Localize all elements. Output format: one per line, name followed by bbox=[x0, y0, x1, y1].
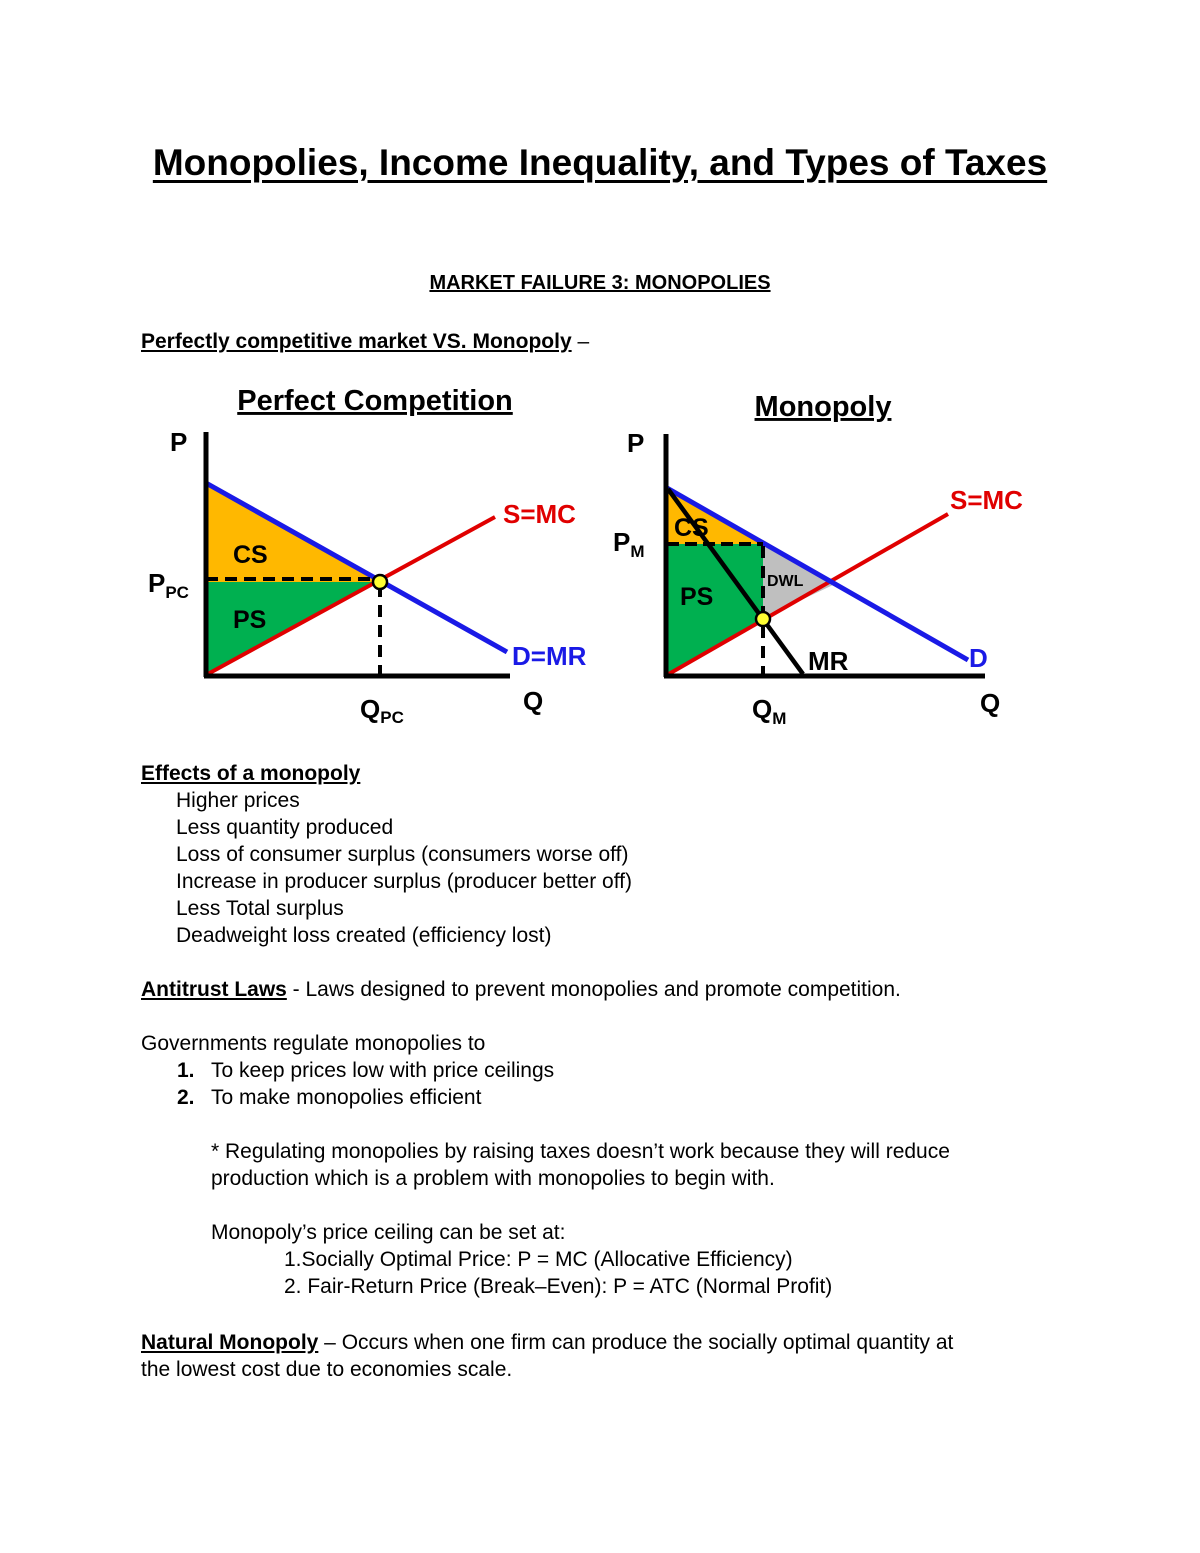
perfect-competition-figure bbox=[140, 378, 620, 728]
regulate-list-text: To make monopolies efficient bbox=[211, 1086, 482, 1109]
mono-p-axis-label: P bbox=[627, 428, 645, 458]
antitrust-paragraph bbox=[141, 976, 901, 1003]
effects-item: Less quantity produced bbox=[176, 816, 394, 839]
mono-cs-label: CS bbox=[674, 514, 709, 542]
mono-mr-label: MR bbox=[808, 646, 849, 676]
mono-price-subscript: M bbox=[630, 542, 645, 561]
mono-dwl-label: DWL bbox=[767, 573, 804, 590]
mono-q-axis-label: Q bbox=[980, 688, 1001, 718]
effects-heading: Effects of a monopoly bbox=[141, 762, 361, 785]
effects-item: Increase in producer surplus (producer better off) bbox=[176, 870, 633, 893]
pc-figure-title: Perfect Competition bbox=[237, 385, 513, 417]
natural-monopoly-definition: – Occurs when one firm can produce the socially optimal quantity at bbox=[318, 1331, 954, 1354]
monopoly-figure bbox=[605, 385, 1050, 730]
pc-price-subscript: PC bbox=[165, 583, 189, 602]
pc-equilibrium-point bbox=[373, 575, 387, 589]
pc-price-label bbox=[148, 568, 189, 602]
effects-item: Loss of consumer surplus (consumers worse off) bbox=[176, 843, 629, 866]
mono-price-letter: P bbox=[613, 527, 631, 557]
pc-p-axis-label: P bbox=[170, 427, 188, 457]
regulate-list-number: 2. bbox=[177, 1086, 195, 1109]
regulate-note-line-1: * Regulating monopolies by raising taxes doesn’t work because they will reduce bbox=[211, 1140, 950, 1163]
mono-equilibrium-point bbox=[756, 612, 770, 626]
natural-monopoly-definition-cont: the lowest cost due to economies scale. bbox=[141, 1358, 513, 1381]
pc-price-letter: P bbox=[148, 568, 166, 598]
section-heading: MARKET FAILURE 3: MONOPOLIES bbox=[429, 272, 771, 294]
mono-quantity-label bbox=[752, 694, 786, 728]
antitrust-definition: - Laws designed to prevent monopolies and promote competition. bbox=[286, 978, 901, 1001]
pc-quantity-label bbox=[360, 694, 404, 727]
natural-monopoly-term: Natural Monopoly bbox=[141, 1331, 319, 1354]
mono-quantity-subscript: M bbox=[772, 709, 787, 728]
pc-demand-label: D=MR bbox=[512, 641, 587, 671]
regulate-note-line-2: production which is a problem with monopolies to begin with. bbox=[211, 1167, 775, 1190]
regulate-list-item bbox=[177, 1057, 554, 1084]
pc-supply-label: S=MC bbox=[503, 499, 576, 529]
price-ceiling-option-1: 1.Socially Optimal Price: P = MC (Allocative Efficiency) bbox=[284, 1248, 793, 1271]
mono-demand-label: D bbox=[969, 643, 988, 673]
pc-cs-label: CS bbox=[233, 541, 268, 569]
price-ceiling-intro: Monopoly’s price ceiling can be set at: bbox=[211, 1221, 566, 1244]
price-ceiling-option-2: 2. Fair-Return Price (Break–Even): P = ATC (Normal Profit) bbox=[284, 1275, 833, 1298]
comparison-label: Perfectly competitive market VS. Monopoly bbox=[141, 330, 572, 353]
regulate-list-number: 1. bbox=[177, 1059, 195, 1082]
pc-quantity-letter: Q bbox=[360, 694, 381, 724]
mono-quantity-letter: Q bbox=[752, 694, 773, 724]
effects-item: Less Total surplus bbox=[176, 897, 344, 920]
regulate-list-item bbox=[177, 1084, 481, 1111]
effects-item: Deadweight loss created (efficiency lost) bbox=[176, 924, 552, 947]
comparison-dash: – bbox=[571, 330, 590, 353]
mono-supply-label: S=MC bbox=[950, 485, 1023, 515]
mono-price-label bbox=[613, 527, 645, 561]
document-title: Monopolies, Income Inequality, and Types of Taxes bbox=[152, 142, 1048, 183]
regulate-list-text: To keep prices low with price ceilings bbox=[211, 1059, 555, 1082]
regulate-intro: Governments regulate monopolies to bbox=[141, 1032, 486, 1055]
antitrust-term: Antitrust Laws bbox=[141, 978, 287, 1001]
mono-figure-title: Monopoly bbox=[754, 391, 892, 423]
pc-quantity-subscript: PC bbox=[380, 708, 404, 727]
effects-item: Higher prices bbox=[176, 789, 300, 812]
pc-ps-label: PS bbox=[233, 606, 267, 634]
natural-monopoly-paragraph bbox=[141, 1329, 953, 1356]
comparison-line bbox=[141, 328, 589, 355]
mono-ps-label: PS bbox=[680, 583, 714, 611]
pc-q-axis-label: Q bbox=[523, 686, 544, 716]
